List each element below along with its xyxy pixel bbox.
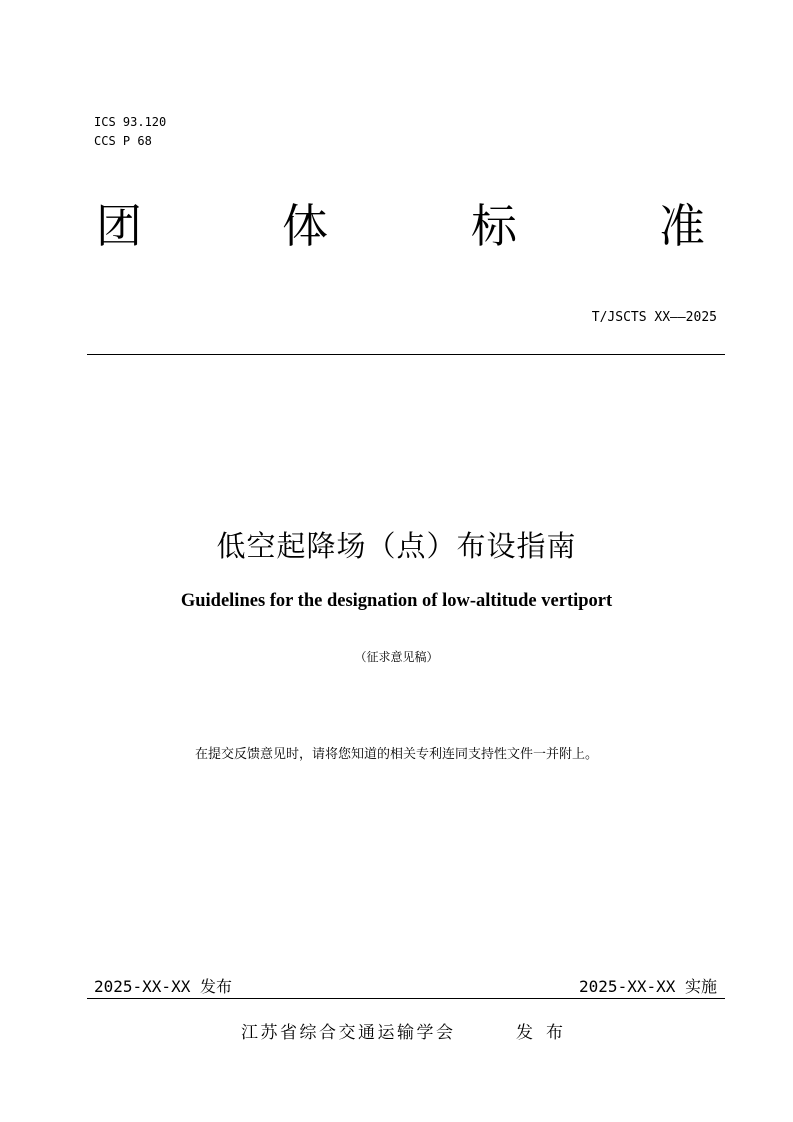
standard-type-char-3: 标	[471, 199, 517, 253]
standard-type-char-2: 体	[282, 199, 328, 253]
title-chinese: 低空起降场（点）布设指南	[216, 529, 577, 563]
title-english: Guidelines for the designation of low-altitude vertiport	[180, 591, 613, 611]
top-divider	[87, 354, 725, 355]
document-number: T/JSCTS XX——2025	[591, 310, 717, 325]
standard-type-char-4: 准	[659, 199, 705, 253]
ccs-code: CCS P 68	[94, 134, 152, 148]
effective-date: 2025-XX-XX 实施	[579, 977, 717, 996]
publisher-name: 江苏省综合交通运输学会	[241, 1023, 456, 1043]
standard-type-char-1: 团	[96, 199, 142, 253]
bottom-divider	[87, 998, 725, 999]
ics-code: ICS 93.120	[94, 115, 167, 129]
draft-status: （征求意见稿）	[354, 650, 439, 664]
publisher-action: 发布	[516, 1023, 576, 1043]
patent-notice: 在提交反馈意见时，请将您知道的相关专利连同支持性文件一并附上。	[194, 747, 598, 762]
publish-date: 2025-XX-XX 发布	[94, 977, 232, 996]
